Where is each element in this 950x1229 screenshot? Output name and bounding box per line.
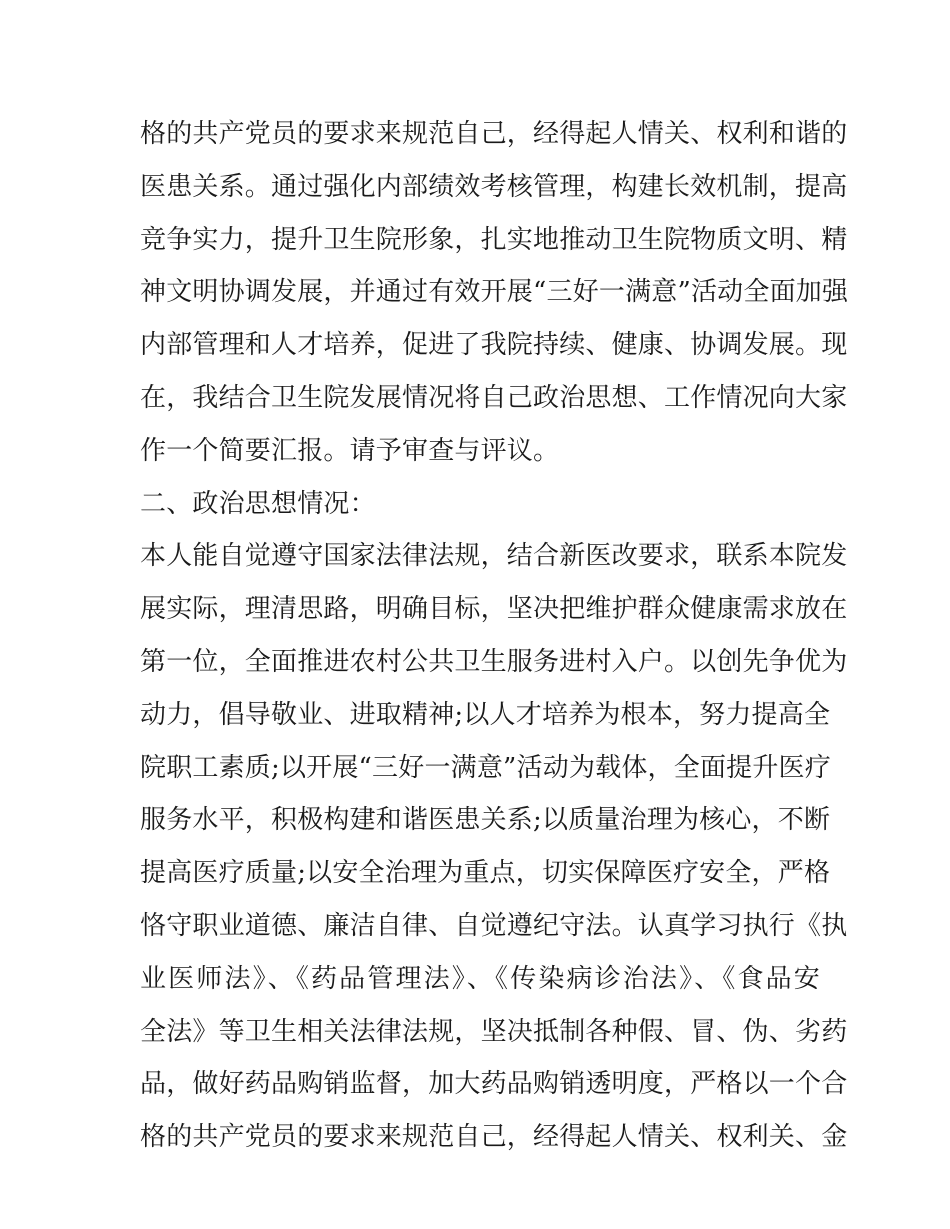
text-line: 提高医疗质量;以安全治理为重点，切实保障医疗安全，严格 [140,858,831,889]
text-line: 动力，倡导敬业、进取精神;以人才培养为根本，努力提高全 [140,699,831,730]
text-line: 品，做好药品购销监督，加大药品购销透明度，严格以一个合 [140,1069,848,1100]
text-line: 恪守职业道德、廉洁自律、自觉遵纪守法。认真学习执行《执 [140,910,848,941]
text-line: 全法》等卫生相关法律法规，坚决抵制各种假、冒、伪、劣药 [140,1016,848,1047]
text-line: 业医师法》、《药品管理法》、《传染病诊治法》、《食品安 [140,963,820,994]
text-line: 神文明协调发展，并通过有效开展“三好一满意”活动全面加强 [140,277,849,308]
text-line: 在，我结合卫生院发展情况将自己政治思想、工作情况向大家 [140,382,848,413]
text-line: 作一个简要汇报。请予审查与评议。 [140,435,560,466]
text-line: 服务水平，积极构建和谐医患关系;以质量治理为核心，不断 [140,805,831,836]
text-line: 医患关系。通过强化内部绩效考核管理，构建长效机制，提高 [140,171,848,202]
text-line: 展实际，理清思路，明确目标，坚决把维护群众健康需求放在 [140,594,848,625]
text-line: 竞争实力，提升卫生院形象，扎实地推动卫生院物质文明、精 [140,224,848,255]
body-text [140,108,849,1164]
text-line: 第一位，全面推进农村公共卫生服务进村入户。以创先争优为 [140,646,848,677]
section-heading: 二、政治思想情况： [140,488,376,519]
text-line: 院职工素质;以开展“三好一满意”活动为载体，全面提升医疗 [140,752,831,783]
text-line: 内部管理和人才培养，促进了我院持续、健康、协调发展。现 [140,330,848,361]
text-line: 格的共产党员的要求来规范自己，经得起人情关、权利和谐的 [140,119,848,149]
text-line: 格的共产党员的要求来规范自己，经得起人情关、权利关、金 [140,1122,848,1153]
text-line: 本人能自觉遵守国家法律法规，结合新医改要求，联系本院发 [140,541,848,572]
